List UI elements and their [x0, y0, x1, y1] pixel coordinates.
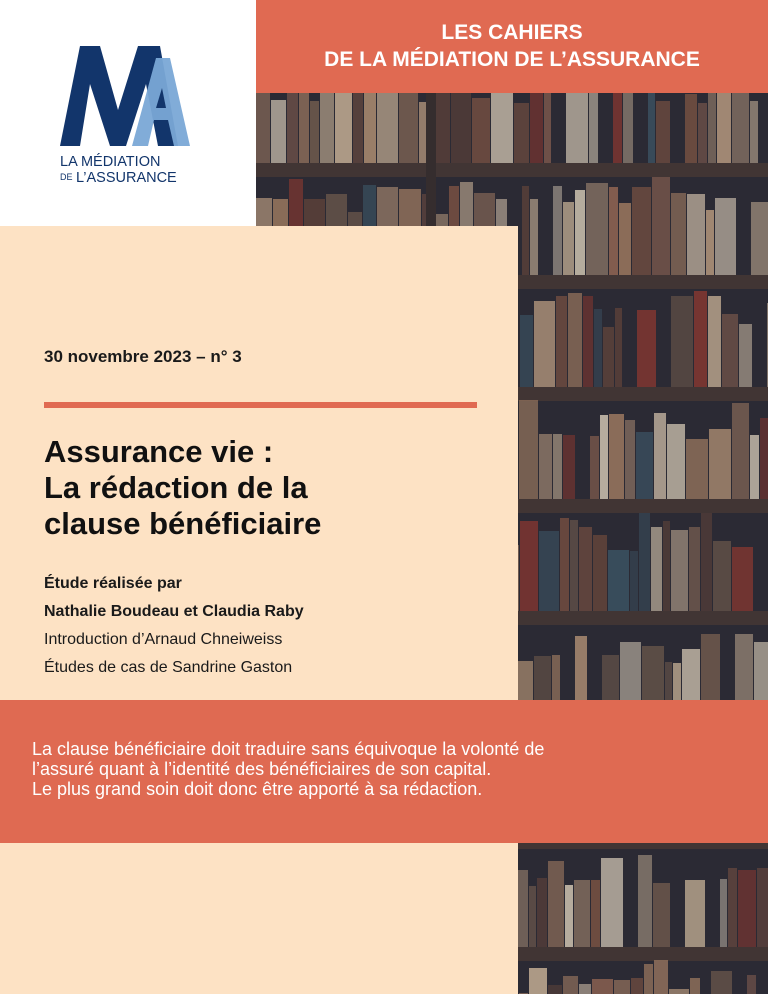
- divider: [44, 402, 477, 408]
- credits-authors: Nathalie Boudeau et Claudia Raby: [44, 603, 304, 620]
- issue-date: 30 novembre 2023 – n° 3: [44, 347, 242, 366]
- summary-line2: l’assuré quant à l’identité des bénéficiaires de son capital.: [32, 759, 492, 779]
- summary-line3: Le plus grand soin doit donc être apporté à sa rédaction.: [32, 779, 483, 799]
- title-line2: La rédaction de la: [44, 470, 308, 505]
- credits-case-studies: Études de cas de Sandrine Gaston: [44, 659, 293, 676]
- credits-introduction: Introduction d’Arnaud Chneiweiss: [44, 631, 283, 648]
- title-line3: clause bénéficiaire: [44, 506, 322, 541]
- logo-text-line1: LA MÉDIATION: [60, 154, 161, 170]
- logo-text-de: DE: [60, 172, 73, 182]
- logo: [0, 0, 256, 226]
- logo-mark: [0, 0, 256, 226]
- credits: [44, 570, 304, 682]
- series-banner: [256, 0, 768, 93]
- summary-box: [0, 700, 768, 843]
- series-title-line1: LES CAHIERS: [441, 21, 583, 44]
- title-line1: Assurance vie :: [44, 434, 274, 469]
- series-title-line2: DE LA MÉDIATION DE L’ASSURANCE: [324, 48, 700, 71]
- document-title: [44, 434, 321, 542]
- summary-line1: La clause bénéficiaire doit traduire sans équivoque la volonté de: [32, 739, 545, 759]
- credits-intro: Étude réalisée par: [44, 575, 182, 592]
- logo-text-line2: L’ASSURANCE: [76, 170, 177, 186]
